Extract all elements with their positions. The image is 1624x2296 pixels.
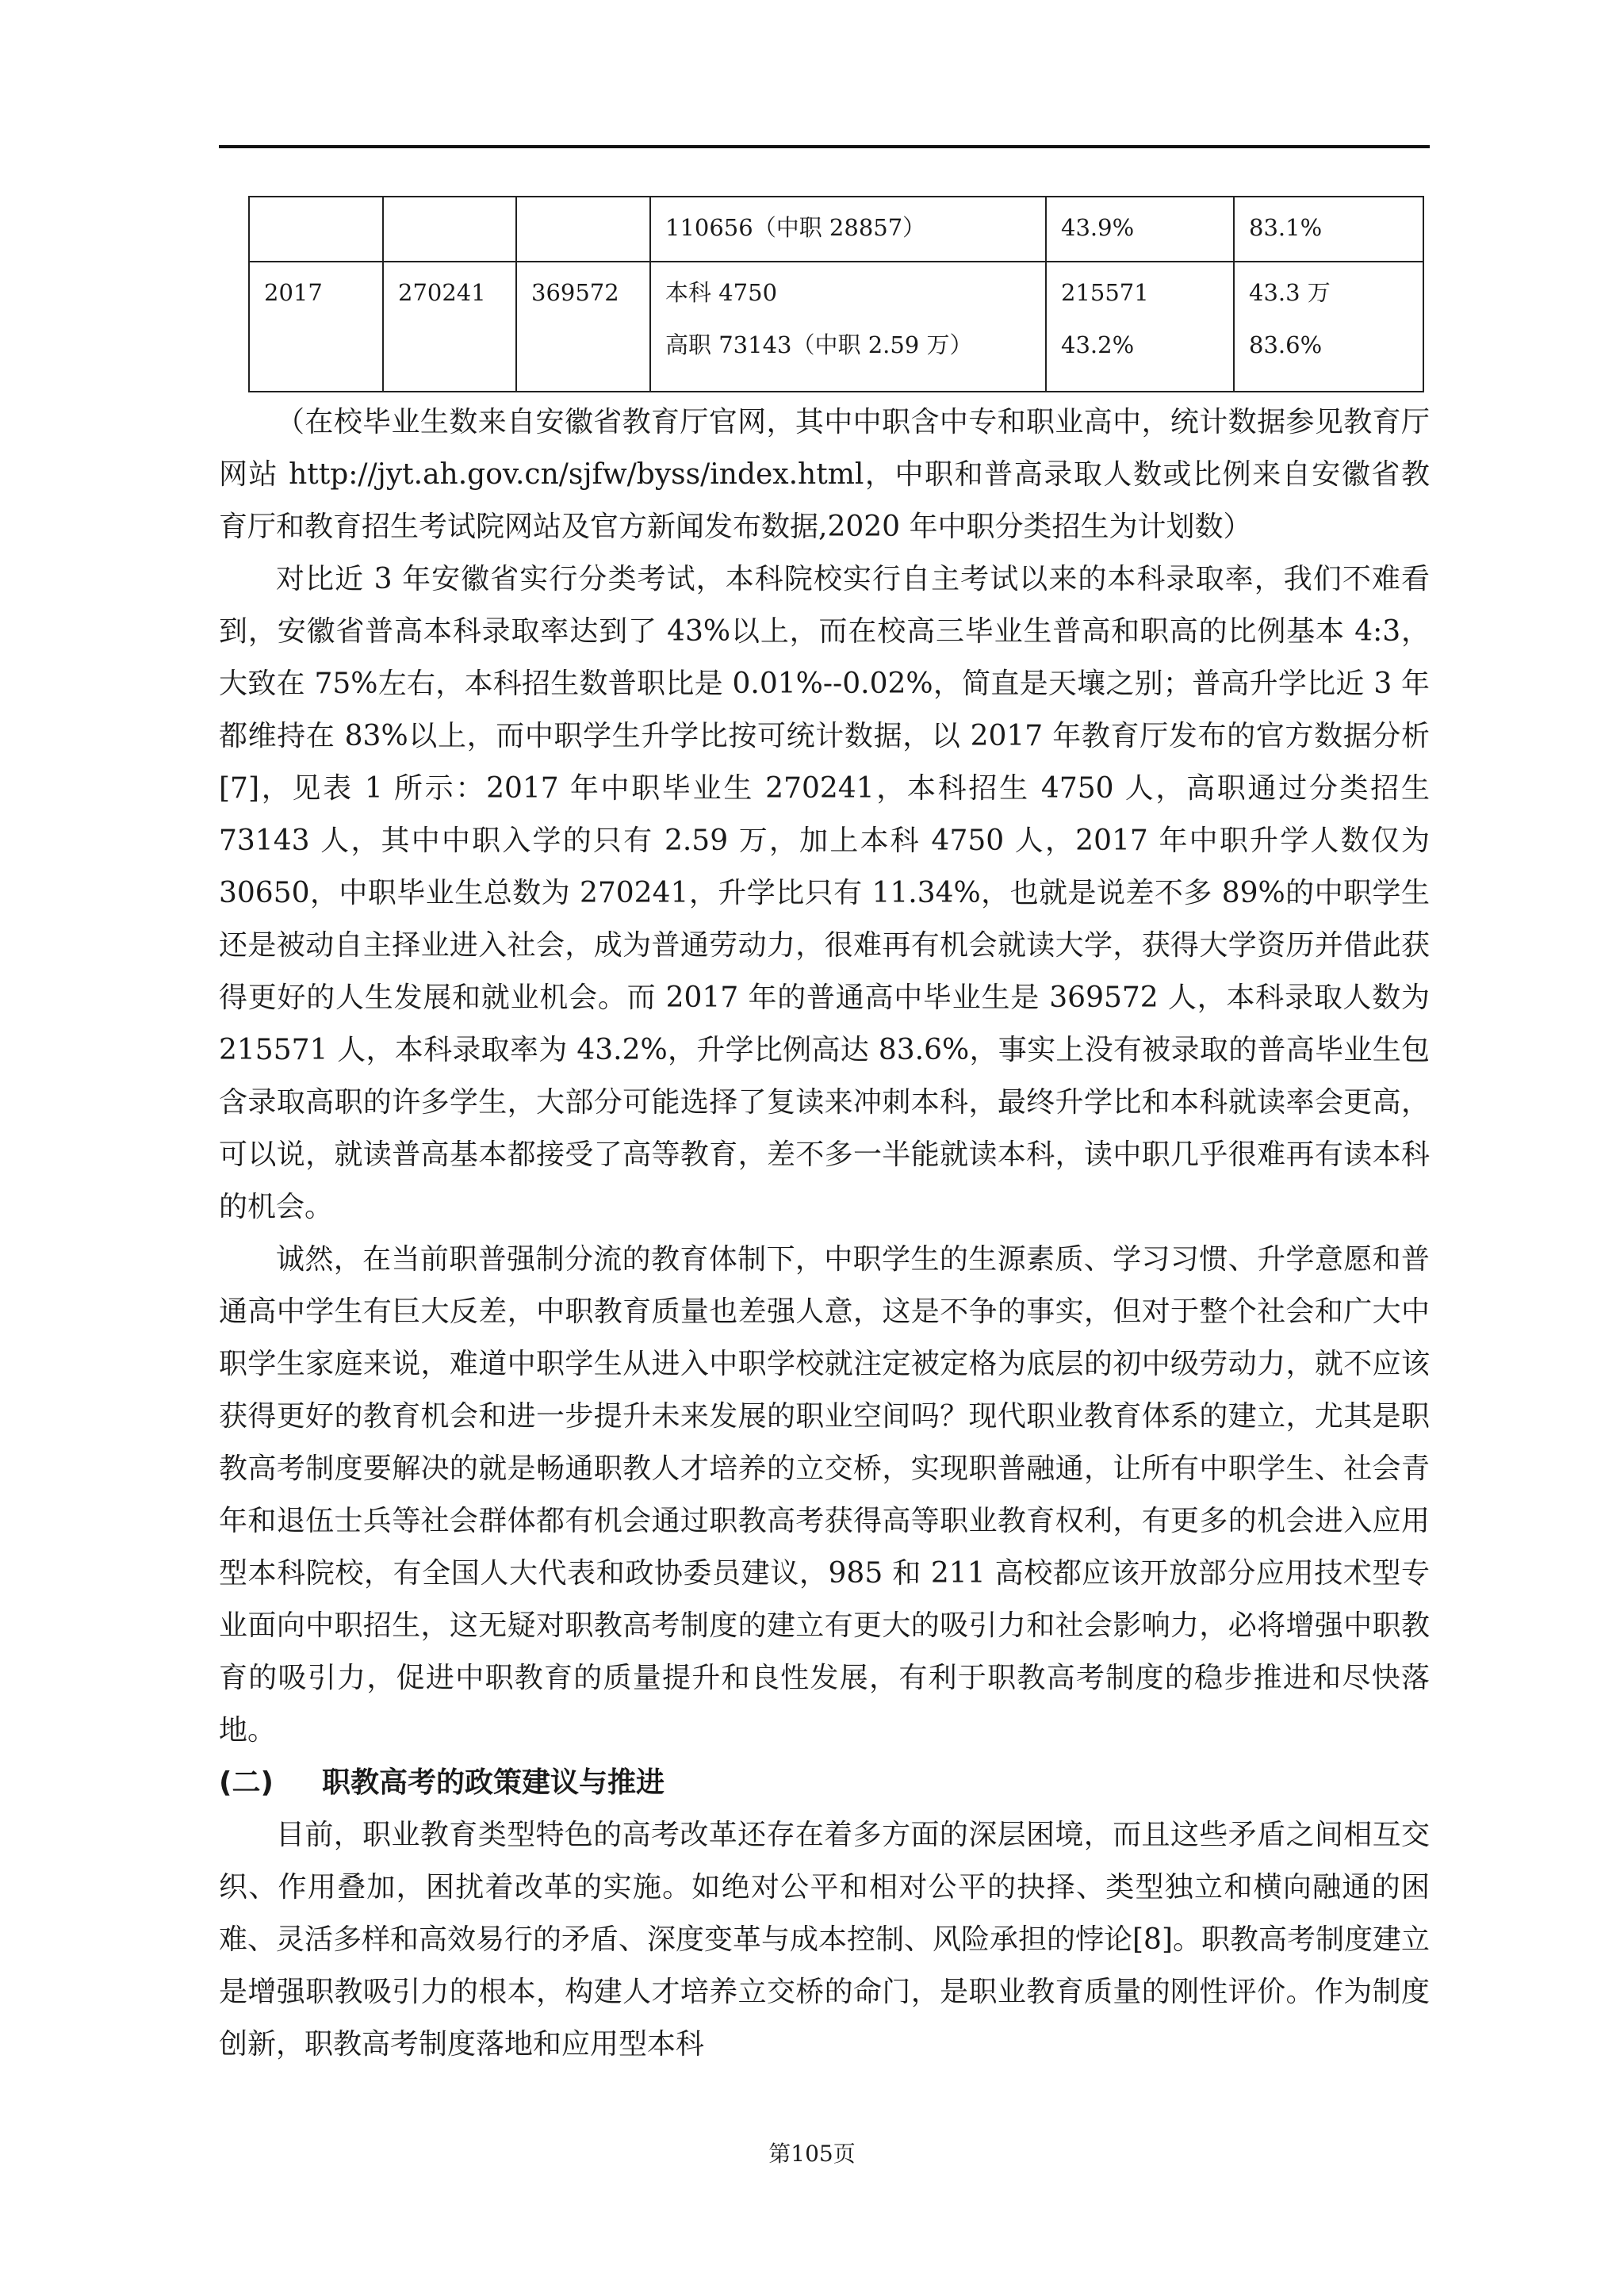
section-title: 职教高考的政策建议与推进 <box>322 1766 665 1799</box>
table-row <box>249 262 1423 392</box>
admission-line: 43.2% <box>1061 331 1135 358</box>
year-cell: 2017 <box>249 262 383 392</box>
table-source-note: （在校毕业生数来自安徽省教育厅官网，其中中职含中专和职业高中，统计数据参见教育厅网站 http://jyt.ah.gov.cn/sjfw/byss/index.html，中职和普高录取人数或比例来自安徽省教育厅和教育招生考试院网站及官方新闻发布数据,2020 年中职分类招生为计划数） <box>219 406 1430 543</box>
putong-graduates-cell: 369572 <box>516 262 650 392</box>
enrollment-line: 高职 73143（中职 2.59 万） <box>665 331 973 358</box>
enrollment-cell <box>650 262 1046 392</box>
body-paragraph: 对比近 3 年安徽省实行分类考试，本科院校实行自主考试以来的本科录取率，我们不难看到，安徽省普高本科录取率达到了 43%以上，而在校高三毕业生普高和职高的比例基本 4:3，大致在 75%左右，本科招生数普职比是 0.01%--0.02%，简直是天壤之别；普高升学比近 3 年都维持在 83%以上，而中职学生升学比按可统计数据，以 2017 年教育厅发布的官方数据分析[7]，见表 1 所示：2017 年中职毕业生 270241，本科招生 4750 人，高职通过分类招生 73143 人，其中中职入学的只有 2.59 万，加上本科 4750 人，2017 年中职升学人数仅为 30650，中职毕业生总数为 270241，升学比只有 11.34%，也就是说差不多 89%的中职学生还是被动自主择业进入社会，成为普通劳动力，很难再有机会就读大学，获得大学资历并借此获得更好的人生发展和就业机会。而 2017 年的普通高中毕业生是 369572 人，本科录取人数为 215571 人，本科录取率为 43.2%，升学比例高达 83.6%，事实上没有被录取的普高毕业生包含录取高职的许多学生，大部分可能选择了复读来冲刺本科，最终升学比和本科就读率会更高，可以说，就读普高基本都接受了高等教育，差不多一半能就读本科，读中职几乎很难再有读本科的机会。 <box>219 563 1430 1223</box>
page-number: 第105页 <box>768 2141 856 2167</box>
body-paragraph: 目前，职业教育类型特色的高考改革还存在着多方面的深层困境，而且这些矛盾之间相互交织、作用叠加，困扰着改革的实施。如绝对公平和相对公平的抉择、类型独立和横向融通的困难、灵活多样和高效易行的矛盾、深度变革与成本控制、风险承担的悖论[8]。职教高考制度建立是增强职教吸引力的根本，构建人才培养立交桥的命门，是职业教育质量的刚性评价。作为制度创新，职教高考制度落地和应用型本科 <box>219 1819 1430 2061</box>
enrollment-cell: 110656（中职 28857） <box>650 197 1046 262</box>
putong-graduates-cell <box>516 197 650 262</box>
header-rule <box>219 145 1430 148</box>
zhongzhi-graduates-cell <box>383 197 516 262</box>
body-paragraph: 诚然，在当前职普强制分流的教育体制下，中职学生的生源素质、学习习惯、升学意愿和普通高中学生有巨大反差，中职教育质量也差强人意，这是不争的事实，但对于整个社会和广大中职学生家庭来说，难道中职学生从进入中职学校就注定被定格为底层的初中级劳动力，就不应该获得更好的教育机会和进一步提升未来发展的职业空间吗？现代职业教育体系的建立，尤其是职教高考制度要解决的就是畅通职教人才培养的立交桥，实现职普融通，让所有中职学生、社会青年和退伍士兵等社会群体都有机会通过职教高考获得高等职业教育权利，有更多的机会进入应用型本科院校，有全国人大代表和政协委员建议，985 和 211 高校都应该开放部分应用技术型专业面向中职招生，这无疑对职教高考制度的建立有更大的吸引力和社会影响力，必将增强中职教育的吸引力，促进中职教育的质量提升和良性发展，有利于职教高考制度的稳步推进和尽快落地。 <box>219 1243 1430 1747</box>
ratio-line: 43.3 万 <box>1249 279 1331 306</box>
table-row <box>249 197 1423 262</box>
section-heading <box>219 1757 1430 1809</box>
zhongzhi-graduates-cell: 270241 <box>383 262 516 392</box>
enrollment-line: 本科 4750 <box>665 279 778 306</box>
year-cell <box>249 197 383 262</box>
ratio-cell <box>1234 262 1423 392</box>
admission-cell <box>1046 262 1234 392</box>
ratio-cell: 83.1% <box>1234 197 1423 262</box>
ratio-line: 83.6% <box>1249 331 1323 358</box>
body-text <box>219 396 1430 2071</box>
section-number: (二) <box>219 1766 274 1799</box>
admission-line: 215571 <box>1061 279 1149 306</box>
admission-cell: 43.9% <box>1046 197 1234 262</box>
enrollment-table <box>248 196 1424 392</box>
